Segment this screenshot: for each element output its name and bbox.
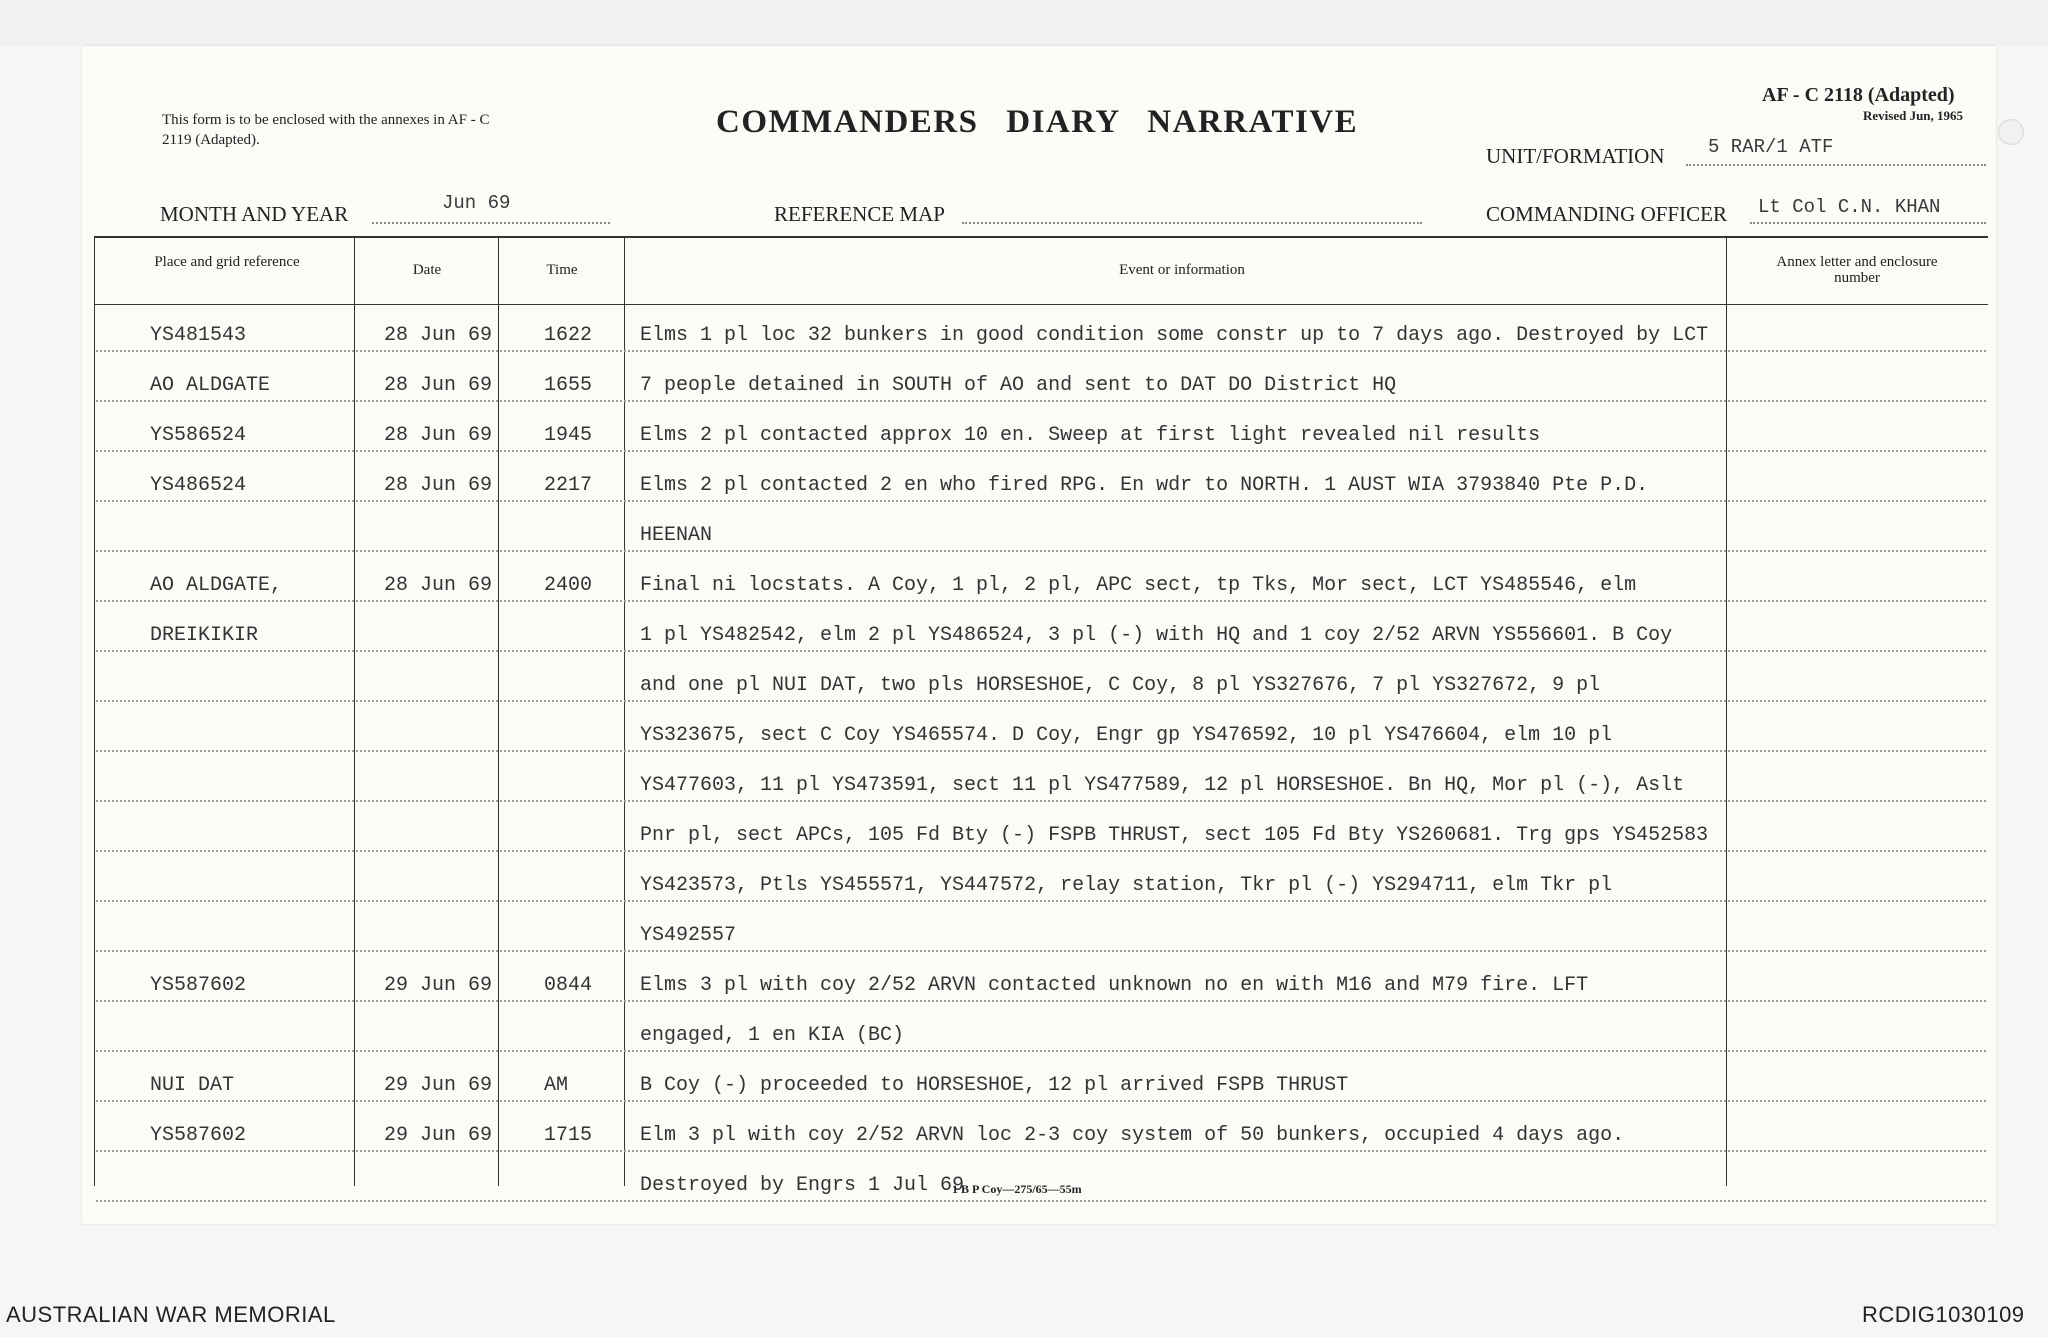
column-divider-date xyxy=(498,236,499,1186)
form-title: COMMANDERS DIARY NARRATIVE xyxy=(716,104,1359,140)
month-label: MONTH AND YEAR xyxy=(160,202,349,226)
header-place: Place and grid reference xyxy=(154,254,300,270)
row-date: 29 Jun 69 xyxy=(384,1124,493,1147)
co-dotted-line xyxy=(1750,222,1986,224)
row-dotted-line xyxy=(96,600,1986,602)
map-label: REFERENCE MAP xyxy=(774,202,945,226)
header-annex: Annex letter and enclosure number xyxy=(1776,254,1938,286)
co-value: Lt Col C.N. KHAN xyxy=(1758,196,1941,218)
row-time: 1655 xyxy=(544,374,593,397)
row-event: Elm 3 pl with coy 2/52 ARVN loc 2-3 coy system of 50 bunkers, occupied 4 days ago. xyxy=(640,1124,1625,1147)
row-place: AO ALDGATE, xyxy=(150,574,283,597)
row-time: 2217 xyxy=(544,474,593,497)
row-event: YS477603, 11 pl YS473591, sect 11 pl YS477589, 12 pl HORSESHOE. Bn HQ, Mor pl (-), Aslt xyxy=(640,774,1685,797)
row-dotted-line xyxy=(96,1100,1986,1102)
header-time: Time xyxy=(546,262,578,278)
row-event: Elms 1 pl loc 32 bunkers in good condition some constr up to 7 days ago. Destroyed by LCT xyxy=(640,324,1709,347)
row-place: YS481543 xyxy=(150,324,247,347)
row-dotted-line xyxy=(96,850,1986,852)
revised-date: Revised Jun, 1965 xyxy=(1863,108,1964,123)
archive-caption: AUSTRALIAN WAR MEMORIAL xyxy=(6,1302,336,1327)
row-event: YS323675, sect C Coy YS465574. D Coy, Engr gp YS476592, 10 pl YS476604, elm 10 pl xyxy=(640,724,1613,747)
row-event: engaged, 1 en KIA (BC) xyxy=(640,1024,905,1047)
row-event: and one pl NUI DAT, two pls HORSESHOE, C Coy, 8 pl YS327676, 7 pl YS327672, 9 pl xyxy=(640,674,1601,697)
enclosed-note: This form is to be enclosed with the annexes in AF - C 2119 (Adapted). xyxy=(162,112,490,148)
form-number: AF - C 2118 (Adapted) xyxy=(1762,84,1955,106)
row-place: AO ALDGATE xyxy=(150,374,271,397)
row-dotted-line xyxy=(96,800,1986,802)
row-dotted-line xyxy=(96,1150,1986,1152)
map-dotted-line xyxy=(962,222,1422,224)
header-date: Date xyxy=(412,262,442,278)
table-header-border xyxy=(94,304,1988,305)
row-date: 28 Jun 69 xyxy=(384,574,493,597)
row-place: YS587602 xyxy=(150,974,247,997)
row-time: 1715 xyxy=(544,1124,593,1147)
row-place: YS586524 xyxy=(150,424,247,447)
row-date: 29 Jun 69 xyxy=(384,1074,493,1097)
row-time: AM xyxy=(544,1074,569,1097)
row-dotted-line xyxy=(96,350,1986,352)
row-event: Elms 2 pl contacted approx 10 en. Sweep at first light revealed nil results xyxy=(640,424,1541,447)
row-event: Pnr pl, sect APCs, 105 Fd Bty (-) FSPB THRUST, sect 105 Fd Bty YS260681. Trg gps YS452583 xyxy=(640,824,1709,847)
row-dotted-line xyxy=(96,900,1986,902)
row-date: 28 Jun 69 xyxy=(384,424,493,447)
table-top-border xyxy=(94,236,1988,238)
scan-top-strip xyxy=(0,0,2048,46)
month-dotted-line xyxy=(372,222,610,224)
unit-value: 5 RAR/1 ATF xyxy=(1708,136,1834,158)
row-date: 28 Jun 69 xyxy=(384,474,493,497)
row-date: 28 Jun 69 xyxy=(384,374,493,397)
row-dotted-line xyxy=(96,1200,1986,1202)
row-place: YS486524 xyxy=(150,474,247,497)
row-dotted-line xyxy=(96,450,1986,452)
header-event: Event or information xyxy=(1119,262,1245,278)
column-divider-event xyxy=(1726,236,1727,1186)
row-time: 0844 xyxy=(544,974,593,997)
row-event: 1 pl YS482542, elm 2 pl YS486524, 3 pl (-) with HQ and 1 coy 2/52 ARVN YS556601. B Coy xyxy=(640,624,1673,647)
row-dotted-line xyxy=(96,400,1986,402)
row-dotted-line xyxy=(96,1000,1986,1002)
table-left-border xyxy=(94,236,95,1186)
row-time: 1945 xyxy=(544,424,593,447)
row-time: 1622 xyxy=(544,324,593,347)
row-date: 29 Jun 69 xyxy=(384,974,493,997)
row-event: B Coy (-) proceeded to HORSESHOE, 12 pl arrived FSPB THRUST xyxy=(640,1074,1349,1097)
form-sheet xyxy=(82,46,1996,1224)
row-event: Elms 2 pl contacted 2 en who fired RPG. En wdr to NORTH. 1 AUST WIA 3793840 Pte P.D. xyxy=(640,474,1649,497)
row-place: YS587602 xyxy=(150,1124,247,1147)
row-dotted-line xyxy=(96,500,1986,502)
row-dotted-line xyxy=(96,950,1986,952)
month-value: Jun 69 xyxy=(442,192,511,214)
row-dotted-line xyxy=(96,1050,1986,1052)
row-event: HEENAN xyxy=(640,524,713,547)
row-dotted-line xyxy=(96,750,1986,752)
row-dotted-line xyxy=(96,650,1986,652)
row-event: Final ni locstats. A Coy, 1 pl, 2 pl, APC sect, tp Tks, Mor sect, LCT YS485546, elm xyxy=(640,574,1637,597)
row-dotted-line xyxy=(96,700,1986,702)
co-label: COMMANDING OFFICER xyxy=(1486,202,1727,226)
row-event: 7 people detained in SOUTH of AO and sent to DAT DO District HQ xyxy=(640,374,1397,397)
row-event: YS492557 xyxy=(640,924,737,947)
unit-dotted-line xyxy=(1686,164,1986,166)
archive-id: RCDIG1030109 xyxy=(1862,1302,2025,1327)
row-event: Elms 3 pl with coy 2/52 ARVN contacted unknown no en with M16 and M79 fire. LFT xyxy=(640,974,1589,997)
punch-hole xyxy=(1998,119,2024,145)
row-event: YS423573, Ptls YS455571, YS447572, relay station, Tkr pl (-) YS294711, elm Tkr pl xyxy=(640,874,1613,897)
row-time: 2400 xyxy=(544,574,593,597)
column-divider-place xyxy=(354,236,355,1186)
print-footer: 1 B P Coy—275/65—55m xyxy=(952,1182,1082,1196)
row-place: NUI DAT xyxy=(150,1074,235,1097)
row-dotted-line xyxy=(96,550,1986,552)
column-divider-time xyxy=(624,236,625,1186)
unit-label: UNIT/FORMATION xyxy=(1486,144,1665,168)
row-place: DREIKIKIR xyxy=(150,624,259,647)
row-event: Destroyed by Engrs 1 Jul 69 xyxy=(640,1174,965,1197)
row-date: 28 Jun 69 xyxy=(384,324,493,347)
